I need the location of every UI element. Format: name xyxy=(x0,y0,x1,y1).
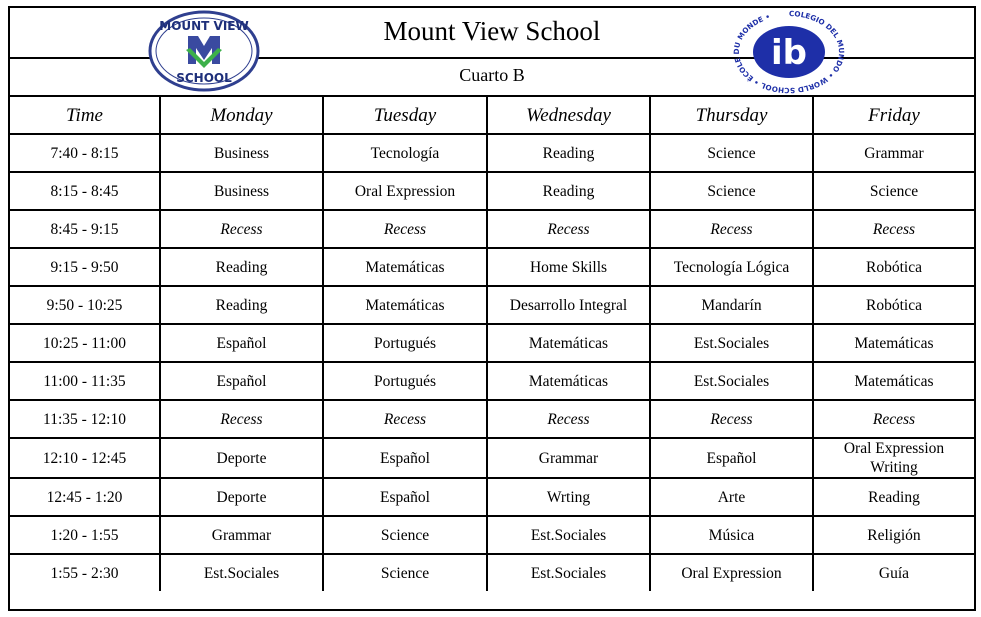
cell-line: Oral Expression xyxy=(843,440,945,457)
recess-row xyxy=(10,210,974,248)
logo-left-text-bottom: SCHOOL xyxy=(176,71,232,85)
mount-view-school-logo xyxy=(148,10,260,92)
cell-friday: Recess xyxy=(813,400,974,438)
cell-tuesday: Science xyxy=(323,554,487,591)
cell-wednesday: Matemáticas xyxy=(487,324,650,362)
table-row xyxy=(10,172,974,210)
cell-friday: Science xyxy=(813,172,974,210)
class-name: Cuarto B xyxy=(459,65,525,85)
cell-friday: Matemáticas xyxy=(813,362,974,400)
time-slot: 1:55 - 2:30 xyxy=(10,554,160,591)
cell-friday: Matemáticas xyxy=(813,324,974,362)
schedule-sheet xyxy=(8,6,976,611)
ib-world-school-logo xyxy=(724,8,854,94)
cell-friday: Grammar xyxy=(813,134,974,172)
cell-wednesday: Est.Sociales xyxy=(487,554,650,591)
time-slot: 8:15 - 8:45 xyxy=(10,172,160,210)
cell-wednesday: Reading xyxy=(487,172,650,210)
cell-tuesday: Tecnología xyxy=(323,134,487,172)
cell-tuesday: Recess xyxy=(323,210,487,248)
col-header-thursday: Thursday xyxy=(650,97,813,134)
col-header-monday: Monday xyxy=(160,97,323,134)
time-slot: 7:40 - 8:15 xyxy=(10,134,160,172)
cell-monday: Español xyxy=(160,362,323,400)
table-row xyxy=(10,478,974,516)
page-title: Mount View School xyxy=(383,16,601,46)
cell-tuesday: Portugués xyxy=(323,324,487,362)
time-slot: 9:50 - 10:25 xyxy=(10,286,160,324)
table-row xyxy=(10,516,974,554)
cell-tuesday: Portugués xyxy=(323,362,487,400)
cell-thursday: Science xyxy=(650,172,813,210)
cell-friday: Robótica xyxy=(813,248,974,286)
table-row xyxy=(10,248,974,286)
cell-tuesday: Recess xyxy=(323,400,487,438)
table-row xyxy=(10,324,974,362)
time-slot: 1:20 - 1:55 xyxy=(10,516,160,554)
table-row xyxy=(10,134,974,172)
cell-wednesday: Grammar xyxy=(487,438,650,478)
cell-thursday: Mandarín xyxy=(650,286,813,324)
cell-monday: Deporte xyxy=(160,478,323,516)
table-row xyxy=(10,286,974,324)
cell-friday: Recess xyxy=(813,210,974,248)
cell-monday: Deporte xyxy=(160,438,323,478)
time-slot: 11:35 - 12:10 xyxy=(10,400,160,438)
cell-thursday: Recess xyxy=(650,210,813,248)
cell-monday: Recess xyxy=(160,400,323,438)
schedule-table xyxy=(10,97,974,591)
cell-monday: Reading xyxy=(160,248,323,286)
recess-row xyxy=(10,400,974,438)
cell-tuesday: Matemáticas xyxy=(323,286,487,324)
table-row xyxy=(10,554,974,591)
time-slot: 11:00 - 11:35 xyxy=(10,362,160,400)
cell-thursday: Science xyxy=(650,134,813,172)
cell-thursday: Música xyxy=(650,516,813,554)
ib-center-text: ib xyxy=(771,33,807,73)
cell-tuesday: Science xyxy=(323,516,487,554)
cell-wednesday: Wrting xyxy=(487,478,650,516)
cell-wednesday: Home Skills xyxy=(487,248,650,286)
cell-thursday: Est.Sociales xyxy=(650,362,813,400)
cell-thursday: Tecnología Lógica xyxy=(650,248,813,286)
time-slot: 10:25 - 11:00 xyxy=(10,324,160,362)
cell-wednesday: Est.Sociales xyxy=(487,516,650,554)
table-row xyxy=(10,362,974,400)
cell-tuesday: Español xyxy=(323,438,487,478)
cell-friday: Reading xyxy=(813,478,974,516)
cell-monday: Recess xyxy=(160,210,323,248)
ib-ring-text: COLEGIO DEL MUNDO • WORLD SCHOOL • ÉCOLE DU MONDE • xyxy=(731,8,847,94)
col-header-friday: Friday xyxy=(813,97,974,134)
cell-monday: Grammar xyxy=(160,516,323,554)
cell-monday: Español xyxy=(160,324,323,362)
time-slot: 8:45 - 9:15 xyxy=(10,210,160,248)
cell-thursday: Español xyxy=(650,438,813,478)
col-header-time: Time xyxy=(10,97,160,134)
cell-friday: Robótica xyxy=(813,286,974,324)
cell-tuesday: Matemáticas xyxy=(323,248,487,286)
cell-thursday: Est.Sociales xyxy=(650,324,813,362)
cell-tuesday: Español xyxy=(323,478,487,516)
table-row xyxy=(10,438,974,478)
cell-line: Writing xyxy=(870,459,918,476)
header-row xyxy=(10,97,974,134)
cell-wednesday: Reading xyxy=(487,134,650,172)
logo-left-text-top: MOUNT VIEW xyxy=(159,19,249,33)
cell-thursday: Recess xyxy=(650,400,813,438)
cell-thursday: Oral Expression xyxy=(650,554,813,591)
cell-wednesday: Matemáticas xyxy=(487,362,650,400)
cell-friday: Guía xyxy=(813,554,974,591)
time-slot: 12:10 - 12:45 xyxy=(10,438,160,478)
col-header-tuesday: Tuesday xyxy=(323,97,487,134)
time-slot: 12:45 - 1:20 xyxy=(10,478,160,516)
time-slot: 9:15 - 9:50 xyxy=(10,248,160,286)
cell-monday: Business xyxy=(160,134,323,172)
col-header-wednesday: Wednesday xyxy=(487,97,650,134)
cell-monday: Reading xyxy=(160,286,323,324)
cell-wednesday: Recess xyxy=(487,210,650,248)
cell-wednesday: Recess xyxy=(487,400,650,438)
cell-wednesday: Desarrollo Integral xyxy=(487,286,650,324)
cell-friday: Religión xyxy=(813,516,974,554)
cell-monday: Est.Sociales xyxy=(160,554,323,591)
cell-friday xyxy=(813,438,974,478)
cell-thursday: Arte xyxy=(650,478,813,516)
cell-monday: Business xyxy=(160,172,323,210)
cell-tuesday: Oral Expression xyxy=(323,172,487,210)
